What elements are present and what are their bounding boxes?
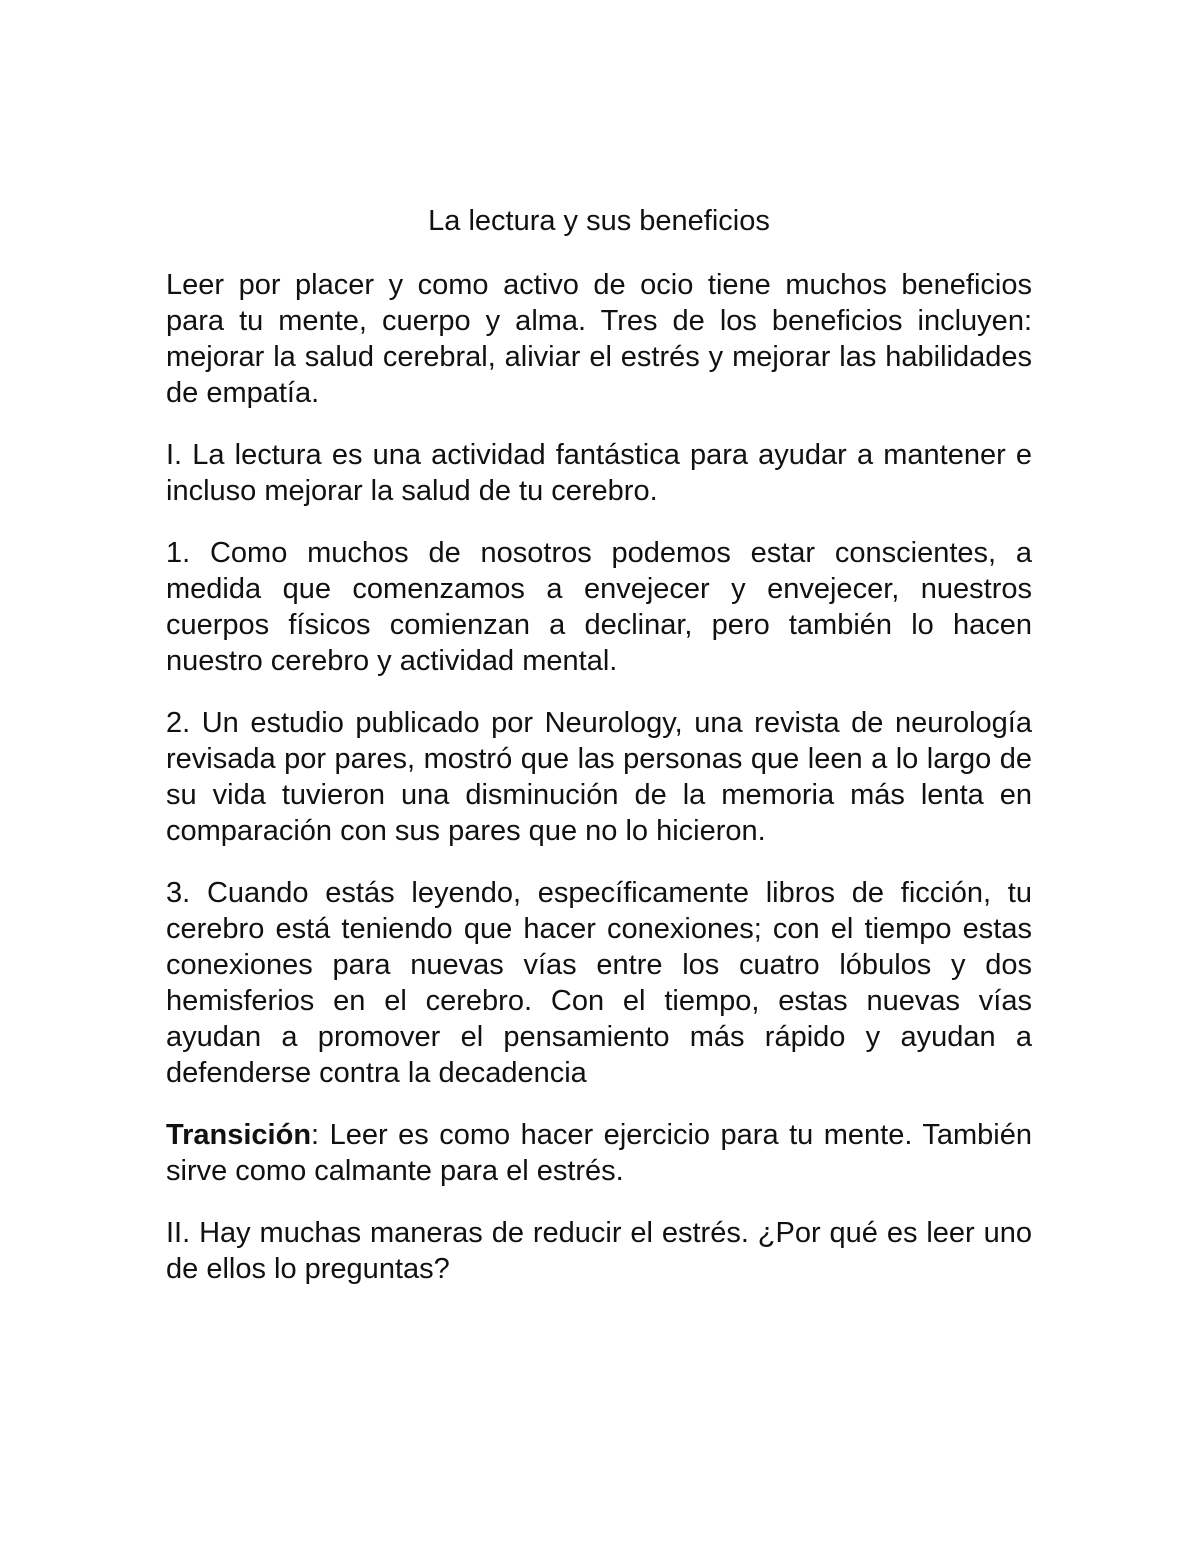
section-1-heading: I. La lectura es una actividad fantástica para ayudar a mantener e incluso mejorar la salud de tu cerebro.	[166, 439, 1032, 507]
transition-label: Transición	[166, 1119, 312, 1151]
transition-text: : Leer es como hacer ejercicio para tu mente. También sirve como calmante para el estrés.	[166, 1119, 1032, 1187]
point-3-paragraph: 3. Cuando estás leyendo, específicamente libros de ficción, tu cerebro está teniendo que hacer conexiones; con el tiempo estas conexiones para nuevas vías entre los cuatro lóbulos y dos hemisferios en el cerebro. Con el tiempo, estas nuevas vías ayudan a promover el pensamiento más rápido y ayudan a defenderse contra la decadencia	[166, 877, 1032, 1089]
section-2-heading: II. Hay muchas maneras de reducir el estrés. ¿Por qué es leer uno de ellos lo preguntas?	[166, 1217, 1032, 1285]
point-2-paragraph: 2. Un estudio publicado por Neurology, una revista de neurología revisada por pares, mostró que las personas que leen a lo largo de su vida tuvieron una disminución de la memoria más lenta en comparación con sus pares que no lo hicieron.	[166, 707, 1032, 847]
document-title: La lectura y sus beneficios	[428, 205, 770, 237]
transition-paragraph	[166, 1117, 1032, 1189]
document-body	[166, 203, 1032, 1313]
point-1-paragraph: 1. Como muchos de nosotros podemos estar conscientes, a medida que comenzamos a envejecer y envejecer, nuestros cuerpos físicos comienzan a declinar, pero también lo hacen nuestro cerebro y actividad mental.	[166, 537, 1032, 677]
intro-paragraph: Leer por placer y como activo de ocio tiene muchos beneficios para tu mente, cuerpo y alma. Tres de los beneficios incluyen: mejorar la salud cerebral, aliviar el estrés y mejorar las habilidades de empatía.	[166, 269, 1032, 409]
